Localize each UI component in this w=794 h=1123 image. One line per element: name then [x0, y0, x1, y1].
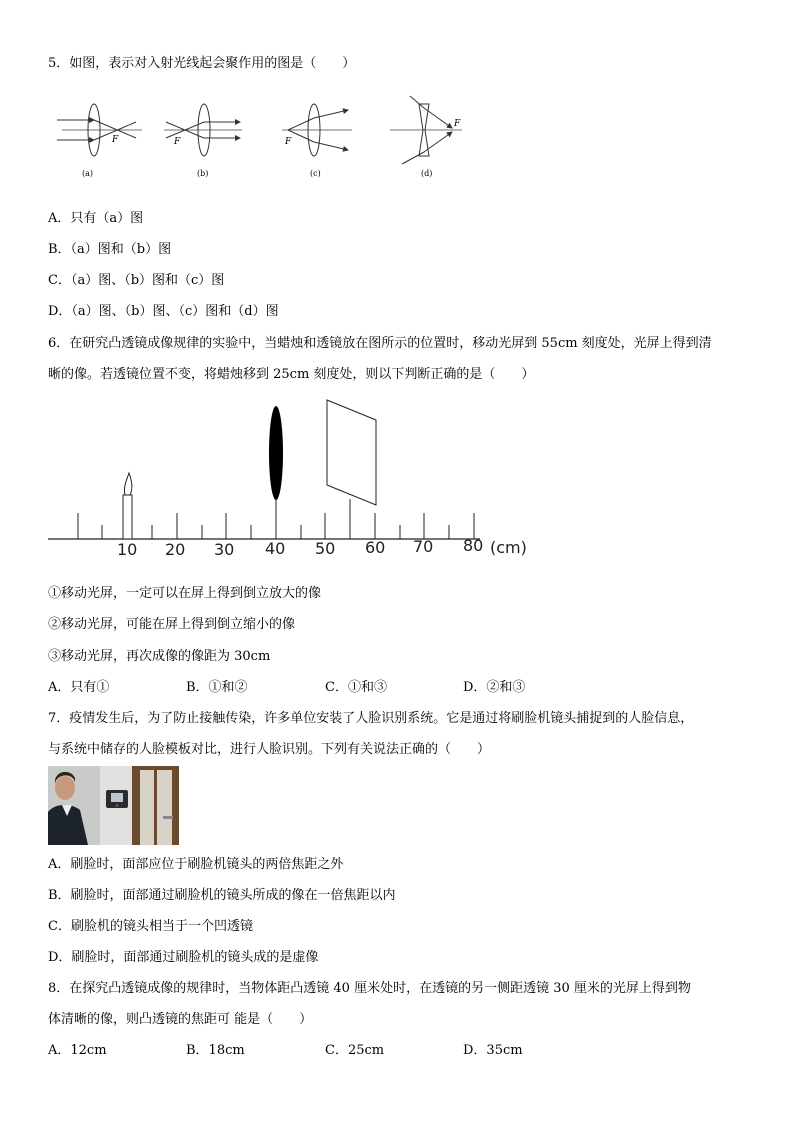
figure-label-d: (d)	[421, 169, 433, 178]
q8-option-a: A．12cm	[48, 1043, 107, 1058]
q8-option-b: B．18cm	[186, 1043, 245, 1058]
ruler-labels	[117, 536, 527, 559]
q6-statement-1: ①移动光屏，一定可以在屏上得到倒立放大的像	[48, 586, 322, 601]
q8-stem-line1: 8．在探究凸透镜成像的规律时，当物体距凸透镜 40 厘米处时，在透镜的另一侧距透镜 30 厘米的光屏上得到物	[48, 981, 691, 996]
figure-label-b: (b)	[197, 169, 209, 178]
ruler-label-40: 40	[265, 539, 286, 558]
q5-option-b: B．（a）图和（b）图	[48, 242, 172, 257]
q7-option-b: B．刷脸时，面部通过刷脸机的镜头所成的像在一倍焦距以内	[48, 888, 396, 903]
ruler-label-60: 60	[365, 538, 386, 557]
figure-a	[57, 104, 142, 178]
convex-lens	[269, 406, 283, 500]
figure-b	[164, 104, 242, 178]
figure-label-a: (a)	[82, 169, 94, 178]
q7-option-d: D．刷脸时，面部通过刷脸机的镜头成的是虚像	[48, 950, 319, 965]
face-recognition-photo	[48, 766, 179, 845]
q8-option-d: D．35cm	[463, 1043, 523, 1058]
q6-stem-line2: 晰的像。若透镜位置不变，将蜡烛移到 25cm 刻度处，则以下判断正确的是（ ）	[48, 367, 535, 382]
q6-statement-3: ③移动光屏，再次成像的像距为 30cm	[48, 649, 271, 664]
ruler-label-10: 10	[117, 540, 138, 559]
focus-label-c: F	[285, 137, 292, 147]
figure-d	[390, 96, 462, 178]
focus-label-a: F	[112, 135, 119, 145]
q7-option-c: C．刷脸机的镜头相当于一个凹透镜	[48, 919, 253, 934]
q6-option-d: D．②和③	[463, 680, 526, 695]
q7-stem-line2: 与系统中储存的人脸模板对比，进行人脸识别。下列有关说法正确的（ ）	[48, 742, 491, 757]
q6-statement-2: ②移动光屏，可能在屏上得到倒立缩小的像	[48, 617, 296, 632]
q8-option-c: C．25cm	[325, 1043, 385, 1058]
focus-label-d: F	[454, 119, 461, 129]
q5-option-c: C．（a）图、（b）图和（c）图	[48, 273, 225, 288]
candle	[123, 473, 132, 539]
ruler-label-70: 70	[413, 537, 434, 556]
ruler-label-50: 50	[315, 539, 336, 558]
q8-stem-line2: 体清晰的像，则凸透镜的焦距可 能是（ ）	[48, 1012, 313, 1027]
q5-option-d: D．（a）图、（b）图、（c）图和（d）图	[48, 304, 279, 319]
figure-label-c: (c)	[310, 169, 321, 178]
q7-option-a: A．刷脸时，面部应位于刷脸机镜头的两倍焦距之外	[48, 857, 344, 872]
ruler-unit: (cm)	[490, 538, 527, 557]
figure-c	[282, 104, 352, 178]
q5-option-a: A．只有（a）图	[48, 211, 144, 226]
q6-option-a: A．只有①	[48, 680, 110, 695]
ruler-label-80: 80	[463, 536, 484, 555]
face-scanner-device	[106, 790, 128, 808]
ruler-label-20: 20	[165, 540, 186, 559]
q5-stem: 5．如图，表示对入射光线起会聚作用的图是（ ）	[48, 56, 356, 71]
q6-optical-bench	[45, 395, 545, 560]
light-screen	[327, 400, 376, 505]
focus-label-b: F	[174, 137, 181, 147]
q6-option-b: B．①和②	[186, 680, 248, 695]
ruler-label-30: 30	[214, 540, 235, 559]
q6-option-c: C．①和③	[325, 680, 387, 695]
q7-stem-line1: 7．疫情发生后，为了防止接触传染，许多单位安装了人脸识别系统。它是通过将刷脸机镜头捕捉到的人脸信息，	[48, 711, 694, 726]
q5-lens-figures	[52, 92, 482, 187]
q6-stem-line1: 6．在研究凸透镜成像规律的实验中，当蜡烛和透镜放在图所示的位置时，移动光屏到 55cm 刻度处，光屏上得到清	[48, 336, 712, 351]
